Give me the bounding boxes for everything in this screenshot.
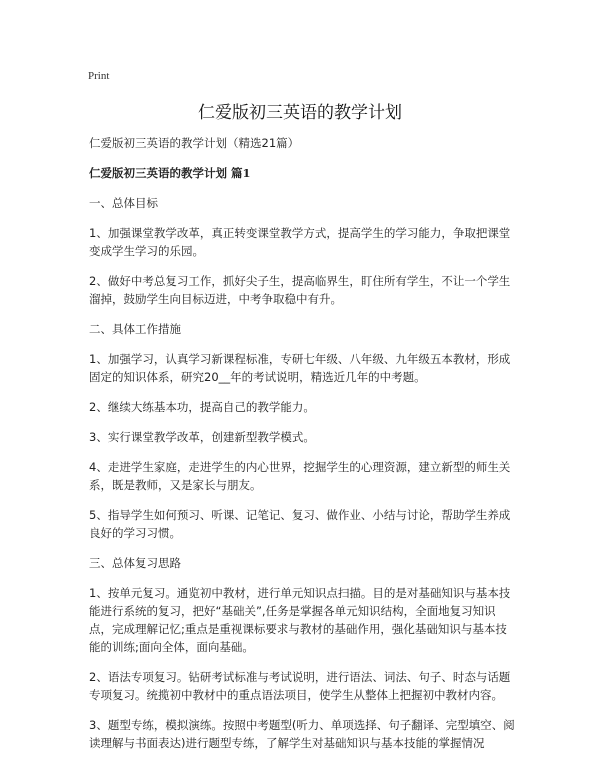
document-subtitle: 仁爱版初三英语的教学计划（精选21篇） (89, 136, 300, 150)
heading-general-goals: 一、总体目标 (89, 196, 158, 210)
paragraph: 1、按单元复习。通览初中教材，进行单元知识点扫描。目的是对基础知识与基本技能进行系统的复习，把好“基础关”,任务是掌握各单元知识结构，全面地复习知识点，完成理解记忆;重点是重视课标要求与教材的基础作用，强化基础知识与基本技能的训练;面向全体，面向基础。 (89, 586, 511, 654)
print-link[interactable]: Print (88, 70, 110, 82)
paragraph: 4、走进学生家庭，走进学生的内心世界，挖掘学生的心理资源，建立新型的师生关系，既是教师，又是家长与朋友。 (89, 460, 511, 492)
paragraph: 1、加强学习，认真学习新课程标准，专研七年级、八年级、九年级五本教材，形成固定的知识体系，研究20__年的考试说明，精选近几年的中考题。 (89, 352, 511, 384)
page-title: 仁爱版初三英语的教学计划 (198, 103, 402, 123)
paragraph: 3、题型专练，模拟演练。按照中考题型(听力、单项选择、句子翻译、完型填空、阅读理解与书面表达)进行题型专练，了解学生对基础知识与基本技能的掌握情况 (89, 718, 515, 750)
paragraph: 2、做好中考总复习工作，抓好尖子生，提高临界生，盯住所有学生，不让一个学生溜掉，鼓励学生向目标迈进，中考争取稳中有升。 (89, 274, 511, 306)
section-title: 仁爱版初三英语的教学计划 篇1 (89, 166, 251, 180)
paragraph: 1、加强课堂教学改革，真正转变课堂教学方式，提高学生的学习能力，争取把课堂变成学生学习的乐园。 (89, 226, 511, 258)
heading-review-approach: 三、总体复习思路 (89, 556, 181, 570)
paragraph: 3、实行课堂教学改革，创建新型教学模式。 (89, 430, 315, 444)
heading-measures: 二、具体工作措施 (89, 322, 181, 336)
document-body (89, 134, 515, 764)
paragraph: 2、语法专项复习。钻研考试标准与考试说明，进行语法、词法、句子、时态与话题专项复习。统揽初中教材中的重点语法项目，使学生从整体上把握初中教材内容。 (89, 670, 511, 702)
paragraph: 2、继续大练基本功，提高自己的教学能力。 (89, 400, 315, 414)
paragraph: 5、指导学生如何预习、听课、记笔记、复习、做作业、小结与讨论，帮助学生养成良好的学习习惯。 (89, 508, 511, 540)
